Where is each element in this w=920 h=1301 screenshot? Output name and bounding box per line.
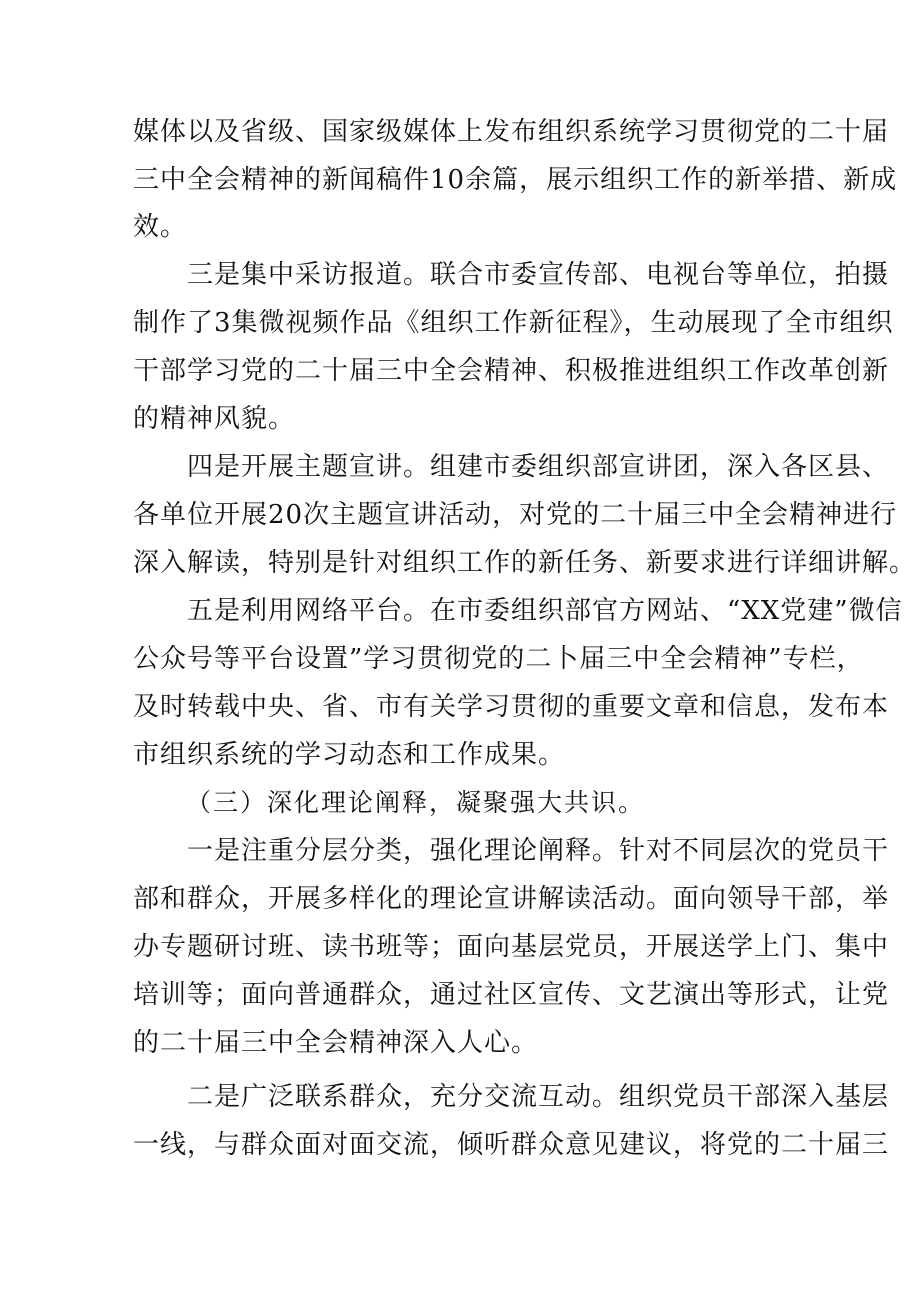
text-line-14: 市组织系统的学习动态和工作成果。 bbox=[133, 740, 566, 770]
text-line-8: 四是开展主题宣讲。组建市委组织部宣讲团，深入各区县、 bbox=[133, 452, 890, 482]
text-line-18: 办专题研讨班、读书班等；面向基层党员，开展送学上门、集中 bbox=[133, 932, 890, 962]
text-line-19: 培训等；面向普通群众，通过社区宣传、文艺演出等形式，让党 bbox=[133, 980, 890, 1010]
section-heading: （三）深化理论阐释，凝聚强大共识。 bbox=[186, 788, 646, 817]
text-line-6: 干部学习党的二十届三中全会精神、积极推进组织工作改革创新 bbox=[133, 356, 890, 386]
text-line-4: 三是集中采访报道。联合市委宣传部、电视台等单位，拍摄 bbox=[133, 260, 890, 290]
text-line-2: 三中全会精神的新闻稿件10余篇，展示组织工作的新举措、新成 bbox=[133, 165, 898, 195]
text-line-10: 深入解读，特别是针对组织工作的新任务、新要求进行详细讲解。 bbox=[133, 548, 917, 578]
text-line-9: 各单位开展20次主题宣讲活动，对党的二十届三中全会精神进行 bbox=[133, 500, 898, 530]
text-line-12: 公众号等平台设置”学习贯彻党的二卜届三中全会精神”专栏， bbox=[133, 644, 864, 674]
text-line-11: 五是利用网络平台。在市委组织部官方网站、“XX党建”微信 bbox=[133, 596, 903, 626]
text-line-21: 二是广泛联系群众，充分交流互动。组织党员干部深入基层 bbox=[133, 1082, 890, 1112]
text-line-13: 及时转载中央、省、市有关学习贯彻的重要文章和信息，发布本 bbox=[133, 692, 890, 722]
text-line-16: 一是注重分层分类，强化理论阐释。针对不同层次的党员干 bbox=[133, 836, 890, 866]
text-line-1: 媒体以及省级、国家级媒体上发布组织系统学习贯彻党的二十届 bbox=[133, 117, 890, 147]
text-line-17: 部和群众，开展多样化的理论宣讲解读活动。面向领导干部，举 bbox=[133, 884, 890, 914]
text-line-5: 制作了3集微视频作品《组织工作新征程》，生动展现了全市组织 bbox=[133, 308, 894, 338]
text-line-22: 一线，与群众面对面交流，倾听群众意见建议，将党的二十届三 bbox=[133, 1130, 890, 1160]
text-line-20: 的二十届三中全会精神深入人心。 bbox=[133, 1028, 539, 1058]
text-line-7: 的精神风貌。 bbox=[133, 404, 296, 434]
text-line-3: 效。 bbox=[133, 212, 188, 242]
